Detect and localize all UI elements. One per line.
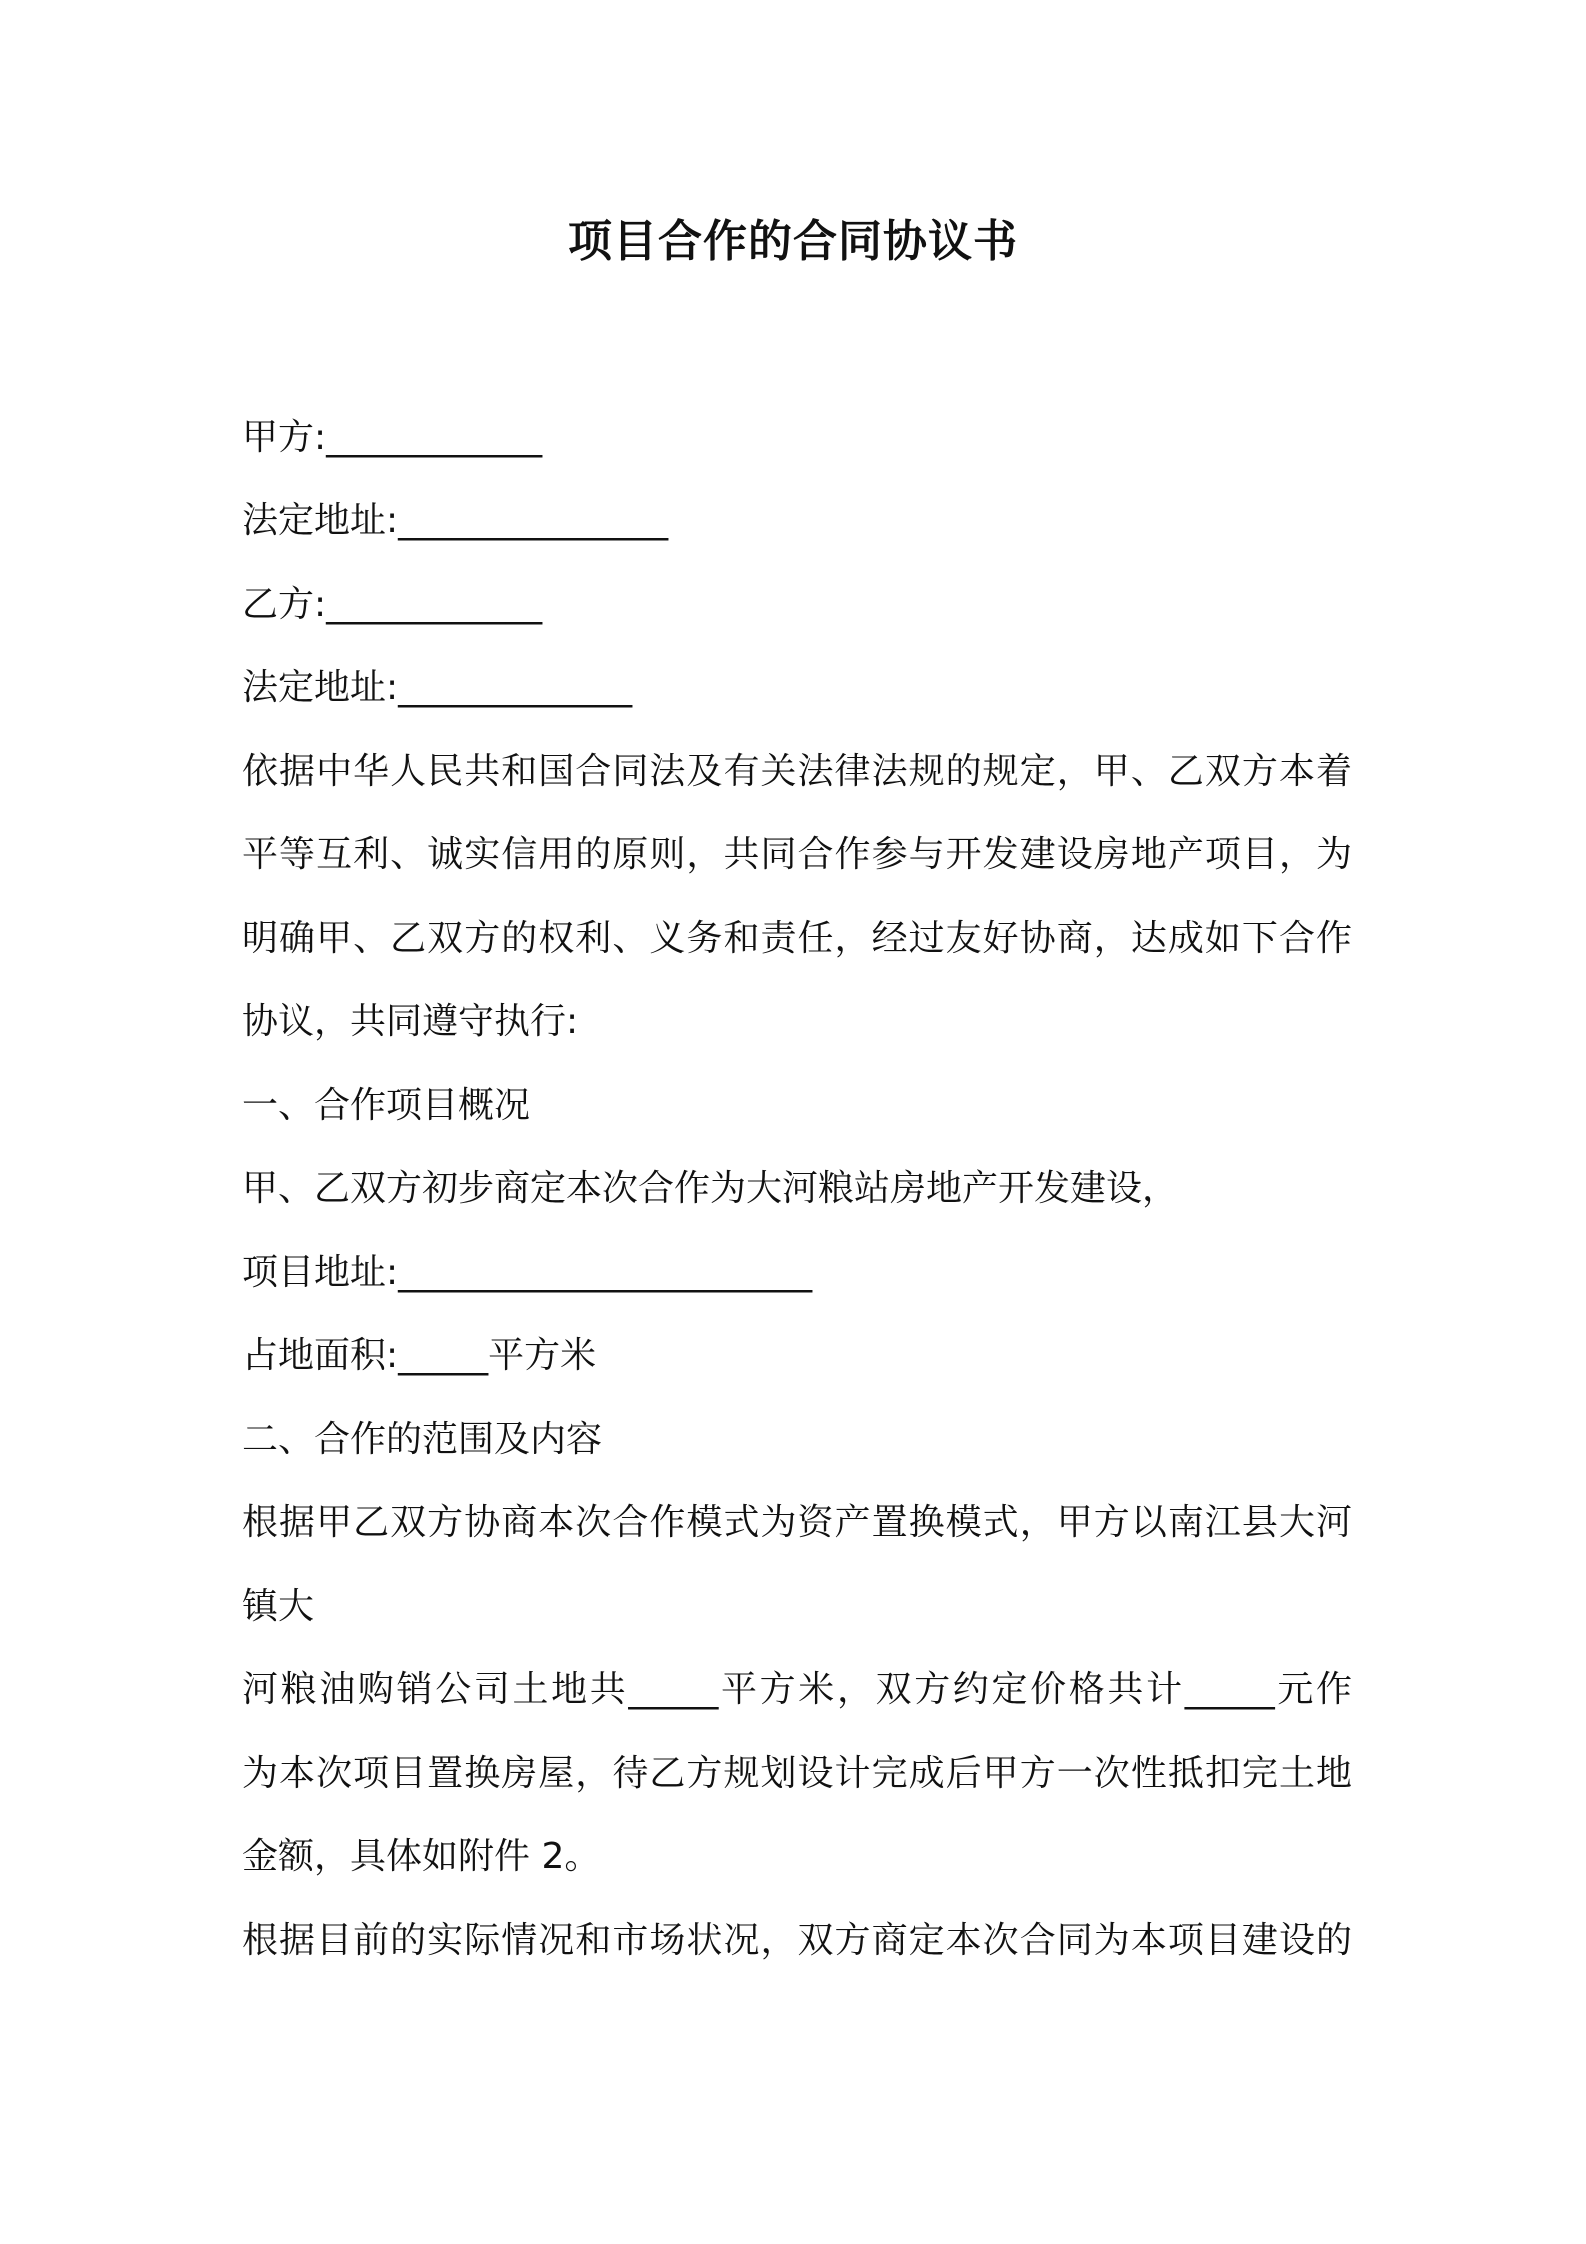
party-b-address-line: 法定地址:_____________ (242, 667, 633, 708)
section-1-heading: 一、合作项目概况 (242, 1085, 531, 1126)
document-title: 项目合作的合同协议书 (568, 216, 1018, 267)
preamble-line-3: 明确甲、乙双方的权利、义务和责任，经过友好协商，达成如下合作 (242, 918, 1352, 959)
section-1-text: 甲、乙双方初步商定本次合作为大河粮站房地产开发建设， (242, 1168, 1179, 1209)
section-2-line-5: 金额，具体如附件 2。 (242, 1836, 601, 1877)
land-area-line: 占地面积:_____平方米 (242, 1335, 597, 1376)
preamble-line-1: 依据中华人民共和国合同法及有关法律法规的规定，甲、乙双方本着 (242, 751, 1352, 792)
section-2-line-3: 河粮油购销公司土地共_____平方米，双方约定价格共计_____元作 (242, 1669, 1352, 1710)
section-2-line-6: 根据目前的实际情况和市场状况，双方商定本次合同为本项目建设的 (242, 1920, 1352, 1961)
party-b-line: 乙方:____________ (242, 584, 543, 625)
party-a-line: 甲方:____________ (242, 417, 543, 458)
party-a-address-line: 法定地址:_______________ (242, 500, 669, 541)
preamble-line-4: 协议，共同遵守执行: (242, 1001, 579, 1042)
section-2-line-4: 为本次项目置换房屋，待乙方规划设计完成后甲方一次性抵扣完土地 (242, 1753, 1352, 1794)
section-2-heading: 二、合作的范围及内容 (242, 1419, 603, 1460)
section-2-line-1: 根据甲乙双方协商本次合作模式为资产置换模式，甲方以南江县大河 (242, 1502, 1352, 1543)
section-2-line-2: 镇大 (242, 1586, 315, 1627)
preamble-line-2: 平等互利、诚实信用的原则，共同合作参与开发建设房地产项目，为 (242, 834, 1352, 875)
project-address-line: 项目地址:_______________________ (242, 1252, 813, 1293)
